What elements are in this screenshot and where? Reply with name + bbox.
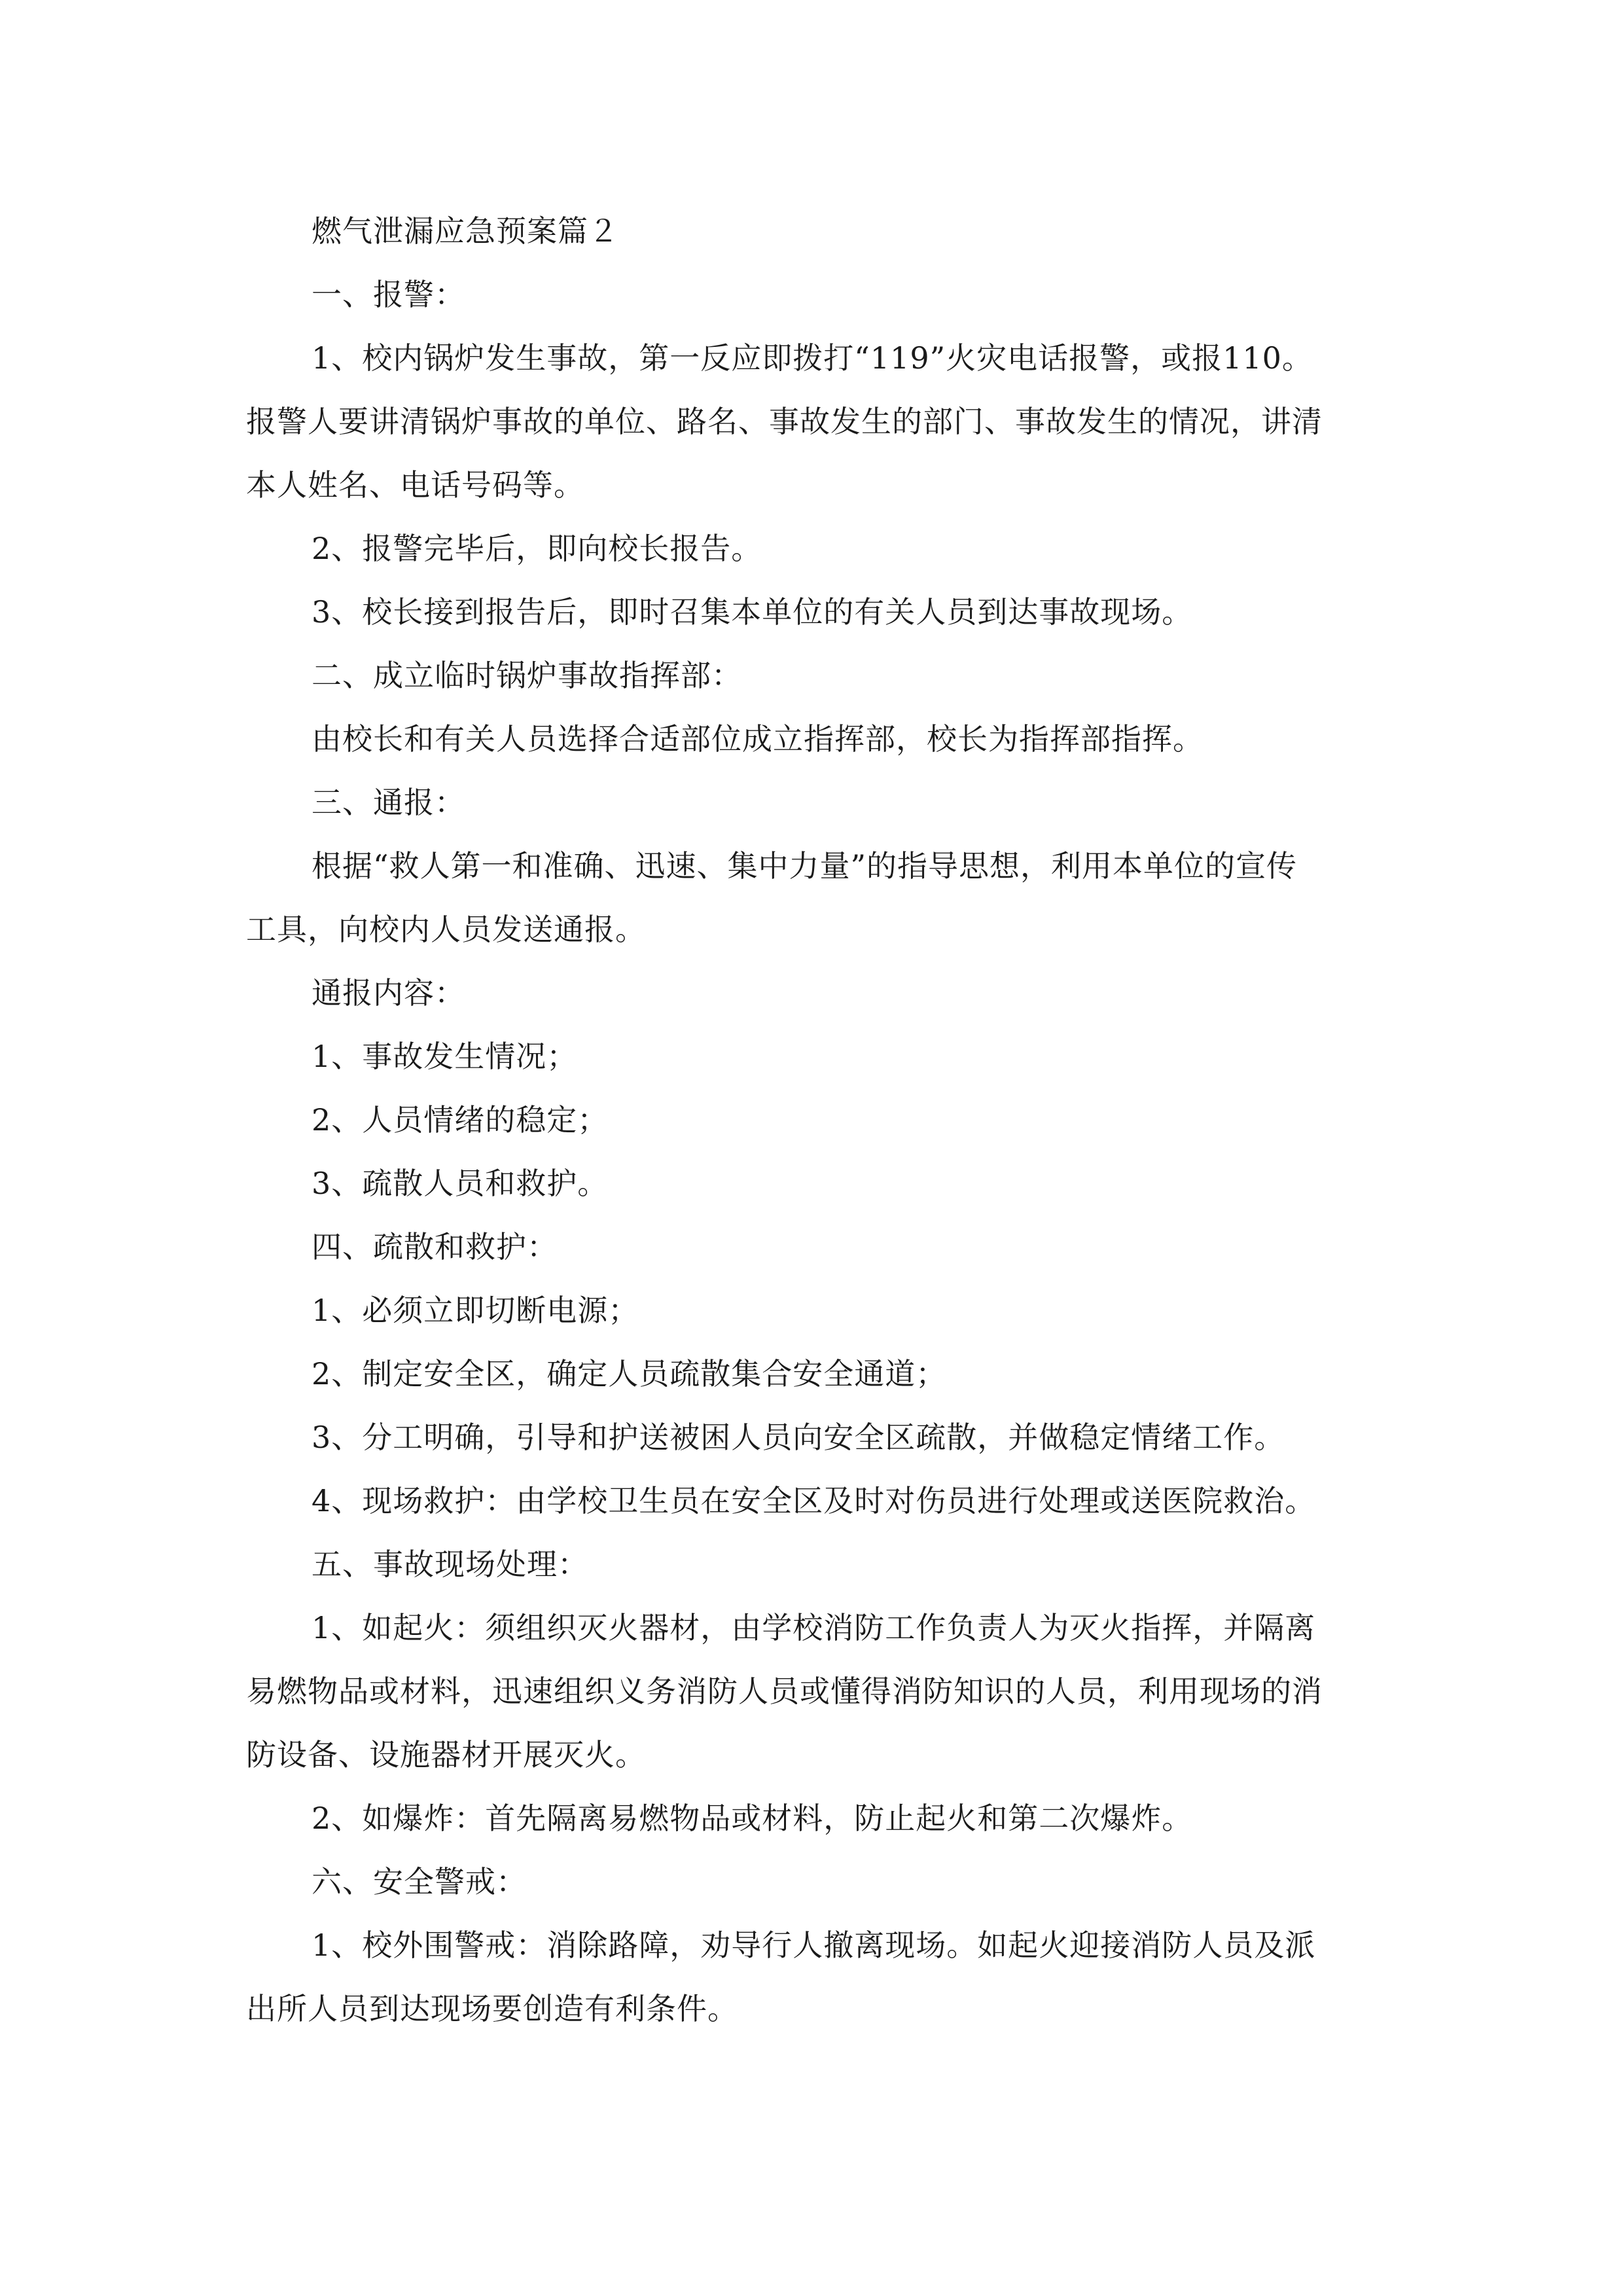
paragraph-line: 1、校内锅炉发生事故，第一反应即拨打“119”火灾电话报警，或报110。 xyxy=(312,340,1313,376)
paragraph-line: 4、现场救护：由学校卫生员在安全区及时对伤员进行处理或送医院救治。 xyxy=(312,1483,1316,1518)
paragraph-continuation-line: 防设备、设施器材开展灭火。 xyxy=(246,1737,646,1772)
paragraph-line: 1、事故发生情况； xyxy=(312,1039,578,1074)
paragraph-continuation-line: 报警人要讲清锅炉事故的单位、路名、事故发生的部门、事故发生的情况，讲清 xyxy=(246,404,1323,439)
paragraph-line: 2、制定安全区，确定人员疏散集合安全通道； xyxy=(312,1356,947,1391)
paragraph-line: 二、成立临时锅炉事故指挥部： xyxy=(312,658,742,693)
paragraph-continuation-line: 本人姓名、电话号码等。 xyxy=(246,467,584,503)
paragraph-line: 由校长和有关人员选择合适部位成立指挥部，校长为指挥部指挥。 xyxy=(312,721,1204,757)
document-title: 燃气泄漏应急预案篇２ xyxy=(312,213,619,249)
document-body xyxy=(246,200,1377,2041)
paragraph-line: 三、通报： xyxy=(312,785,465,820)
paragraph-line: 3、疏散人员和救护。 xyxy=(312,1166,609,1201)
paragraph-line: 3、校长接到报告后，即时召集本单位的有关人员到达事故现场。 xyxy=(312,594,1193,630)
paragraph-line: 1、必须立即切断电源； xyxy=(312,1293,639,1328)
paragraph-line: 2、报警完毕后，即向校长报告。 xyxy=(312,531,762,566)
paragraph-continuation-line: 工具，向校内人员发送通报。 xyxy=(246,912,646,947)
paragraph-line: 一、报警： xyxy=(312,277,465,312)
paragraph-continuation-line: 出所人员到达现场要创造有利条件。 xyxy=(246,1991,738,2026)
paragraph-line: 1、校外围警戒：消除路障，劝导行人撤离现场。如起火迎接消防人员及派 xyxy=(312,1928,1316,1963)
paragraph-line: 六、安全警戒： xyxy=(312,1864,527,1899)
paragraph-line: 2、如爆炸：首先隔离易燃物品或材料，防止起火和第二次爆炸。 xyxy=(312,1801,1193,1836)
paragraph-line: 根据“救人第一和准确、迅速、集中力量”的指导思想，利用本单位的宣传 xyxy=(312,848,1298,884)
paragraph-line: 2、人员情绪的稳定； xyxy=(312,1102,609,1138)
paragraph-line: 3、分工明确，引导和护送被困人员向安全区疏散，并做稳定情绪工作。 xyxy=(312,1420,1285,1455)
paragraph-continuation-line: 易燃物品或材料，迅速组织义务消防人员或懂得消防知识的人员，利用现场的消 xyxy=(246,1674,1323,1709)
paragraph-line: 1、如起火：须组织灭火器材，由学校消防工作负责人为灭火指挥，并隔离 xyxy=(312,1610,1316,1645)
paragraph-line: 通报内容： xyxy=(312,975,465,1011)
paragraph-line: 四、疏散和救护： xyxy=(312,1229,558,1265)
paragraph-line: 五、事故现场处理： xyxy=(312,1547,588,1582)
